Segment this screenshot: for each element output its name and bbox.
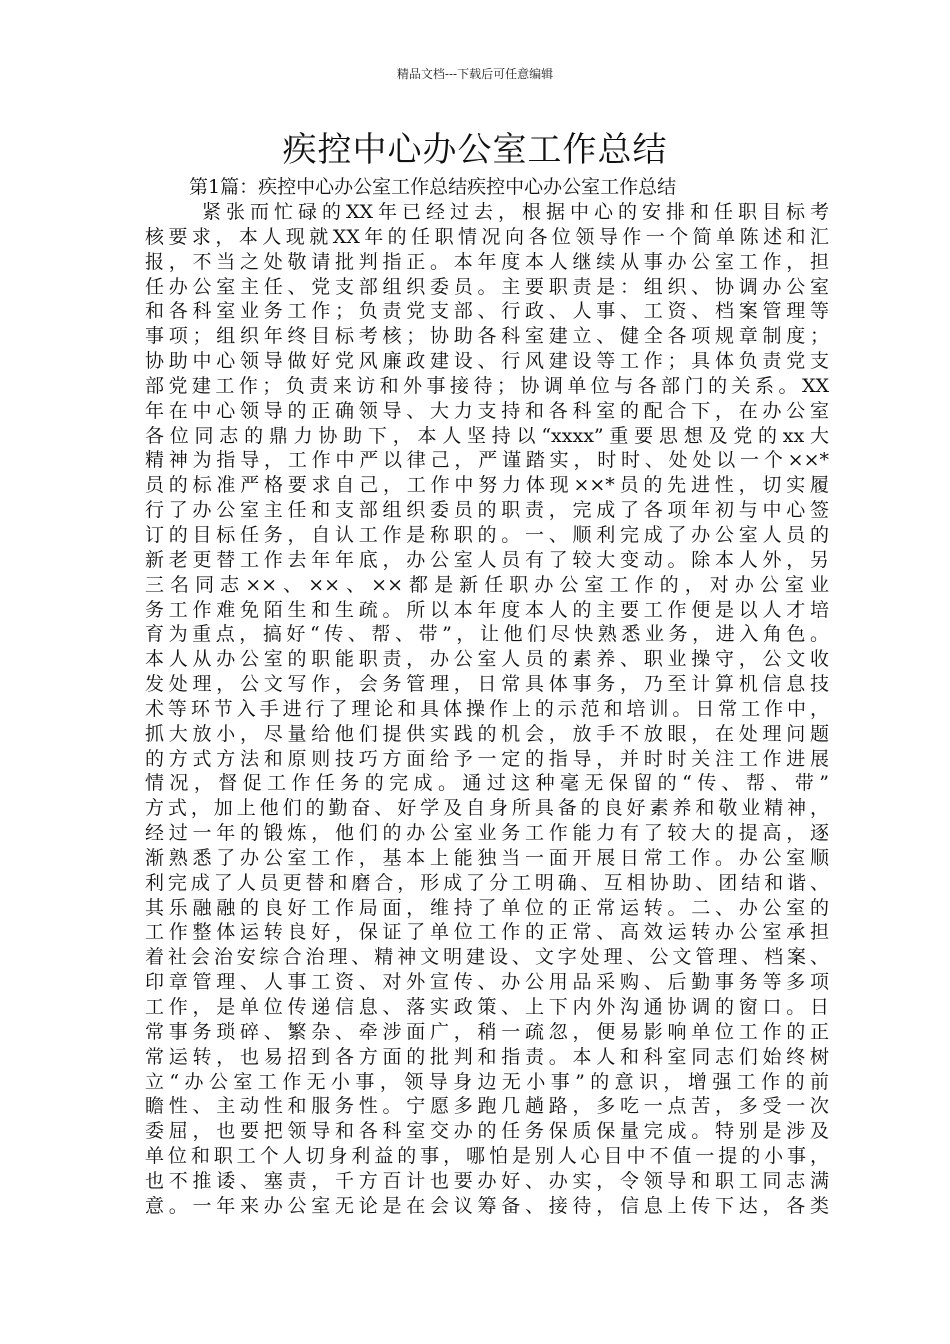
body-text-line: 利完成了人员更替和磨合，形成了分工明确、互相协助、团结和谐、 [145, 871, 829, 894]
body-text-line: 部党建工作；负责来访和外事接待；协调单位与各部门的关系。XX [145, 374, 829, 397]
body-text-line: 常运转，也易招到各方面的批判和指责。本人和科室同志们始终树 [145, 1045, 829, 1068]
body-text-line: 紧张而忙碌的XX年已经过去，根据中心的安排和任职目标考 [202, 201, 829, 223]
body-text-line: 事项；组织年终目标考核；协助各科室建立、健全各项规章制度； [145, 325, 829, 348]
body-text-line: 的方式方法和原则技巧方面给予一定的指导，并时时关注工作进展 [145, 747, 829, 770]
body-text-line: 方式，加上他们的勤奋、好学及自身所具备的良好素养和敬业精神， [145, 797, 829, 820]
body-text-line: 术等环节入手进行了理论和具体操作上的示范和培训。日常工作中， [145, 697, 829, 720]
body-text-line: 情况，督促工作任务的完成。通过这种毫无保留的“传、帮、带” [145, 772, 829, 795]
body-text-line: 立“办公室工作无小事，领导身边无小事”的意识，增强工作的前 [145, 1070, 829, 1093]
body-text-line: 任办公室主任、党支部组织委员。主要职责是：组织、协调办公室 [145, 275, 829, 298]
body-text-line: 其乐融融的良好工作局面，维持了单位的正常运转。二、办公室的 [145, 896, 829, 919]
body-text-line: 着社会治安综合治理、精神文明建设、文字处理、公文管理、档案、 [145, 946, 829, 969]
body-text-line: 委屈，也要把领导和各科室交办的任务保质保量完成。特别是涉及 [145, 1120, 829, 1143]
body-text-line: 单位和职工个人切身利益的事，哪怕是别人心目中不值一提的小事， [145, 1145, 829, 1168]
document-subtitle: 第1篇：疾控中心办公室工作总结疾控中心办公室工作总结 [189, 176, 677, 198]
body-text-line: 抓大放小，尽量给他们提供实践的机会，放手不放眼，在处理问题 [145, 722, 829, 745]
document-body [145, 200, 829, 1219]
body-text-line: 三名同志××、××、××都是新任职办公室工作的，对办公室业 [145, 573, 829, 596]
page-header-note: 精品文档---下载后可任意编辑 [396, 67, 554, 81]
body-text-line: 发处理，公文写作，会务管理，日常具体事务，乃至计算机信息技 [145, 673, 829, 696]
body-text-line: 渐熟悉了办公室工作，基本上能独当一面开展日常工作。办公室顺 [145, 846, 829, 869]
body-text-line: 员的标准严格要求自己，工作中努力体现××*员的先进性，切实履 [145, 474, 829, 497]
body-text-line: 各位同志的鼎力协助下，本人坚持以“xxxx”重要思想及党的xx大 [145, 424, 829, 447]
body-text-line: 精神为指导，工作中严以律己，严谨踏实，时时、处处以一个××* [145, 449, 829, 472]
body-text-line: 意。一年来办公室无论是在会议筹备、接待，信息上传下达，各类 [145, 1194, 829, 1217]
body-text-line: 协助中心领导做好党风廉政建设、行风建设等工作；具体负责党支 [145, 350, 829, 373]
body-text-line: 工作，是单位传递信息、落实政策、上下内外沟通协调的窗口。日 [145, 996, 829, 1018]
document-title: 疾控中心办公室工作总结 [282, 130, 668, 170]
body-text-line: 核要求，本人现就XX年的任职情况向各位领导作一个简单陈述和汇 [145, 225, 829, 248]
body-text-line: 报，不当之处敬请批判指正。本年度本人继续从事办公室工作，担 [145, 250, 829, 273]
body-text-line: 本人从办公室的职能职责，办公室人员的素养、职业操守，公文收 [145, 648, 829, 671]
body-text-line: 务工作难免陌生和生疏。所以本年度本人的主要工作便是以人才培 [145, 598, 829, 621]
body-text-line: 和各科室业务工作；负责党支部、行政、人事、工资、档案管理等 [145, 300, 829, 323]
body-text-line: 瞻性、主动性和服务性。宁愿多跑几趟路，多吃一点苦，多受一次 [145, 1095, 829, 1118]
body-text-line: 工作整体运转良好，保证了单位工作的正常、高效运转办公室承担 [145, 921, 829, 944]
body-text-line: 常事务琐碎、繁杂、牵涉面广，稍一疏忽，便易影响单位工作的正 [145, 1020, 829, 1043]
body-text-line: 经过一年的锻炼，他们的办公室业务工作能力有了较大的提高，逐 [145, 822, 829, 845]
body-text-line: 育为重点，搞好“传、帮、带”，让他们尽快熟悉业务，进入角色。 [145, 623, 829, 646]
body-text-line: 也不推诿、塞责，千方百计也要办好、办实，令领导和职工同志满 [145, 1169, 829, 1192]
body-text-line: 印章管理、人事工资、对外宣传、办公用品采购、后勤事务等多项 [145, 971, 829, 994]
body-text-line: 订的目标任务，自认工作是称职的。一、顺利完成了办公室人员的 [145, 523, 829, 546]
body-text-line: 行了办公室主任和支部组织委员的职责，完成了各项年初与中心签 [145, 499, 829, 522]
body-text-line: 新老更替工作去年年底，办公室人员有了较大变动。除本人外，另 [145, 548, 829, 571]
body-text-line: 年在中心领导的正确领导、大力支持和各科室的配合下，在办公室 [145, 399, 829, 422]
